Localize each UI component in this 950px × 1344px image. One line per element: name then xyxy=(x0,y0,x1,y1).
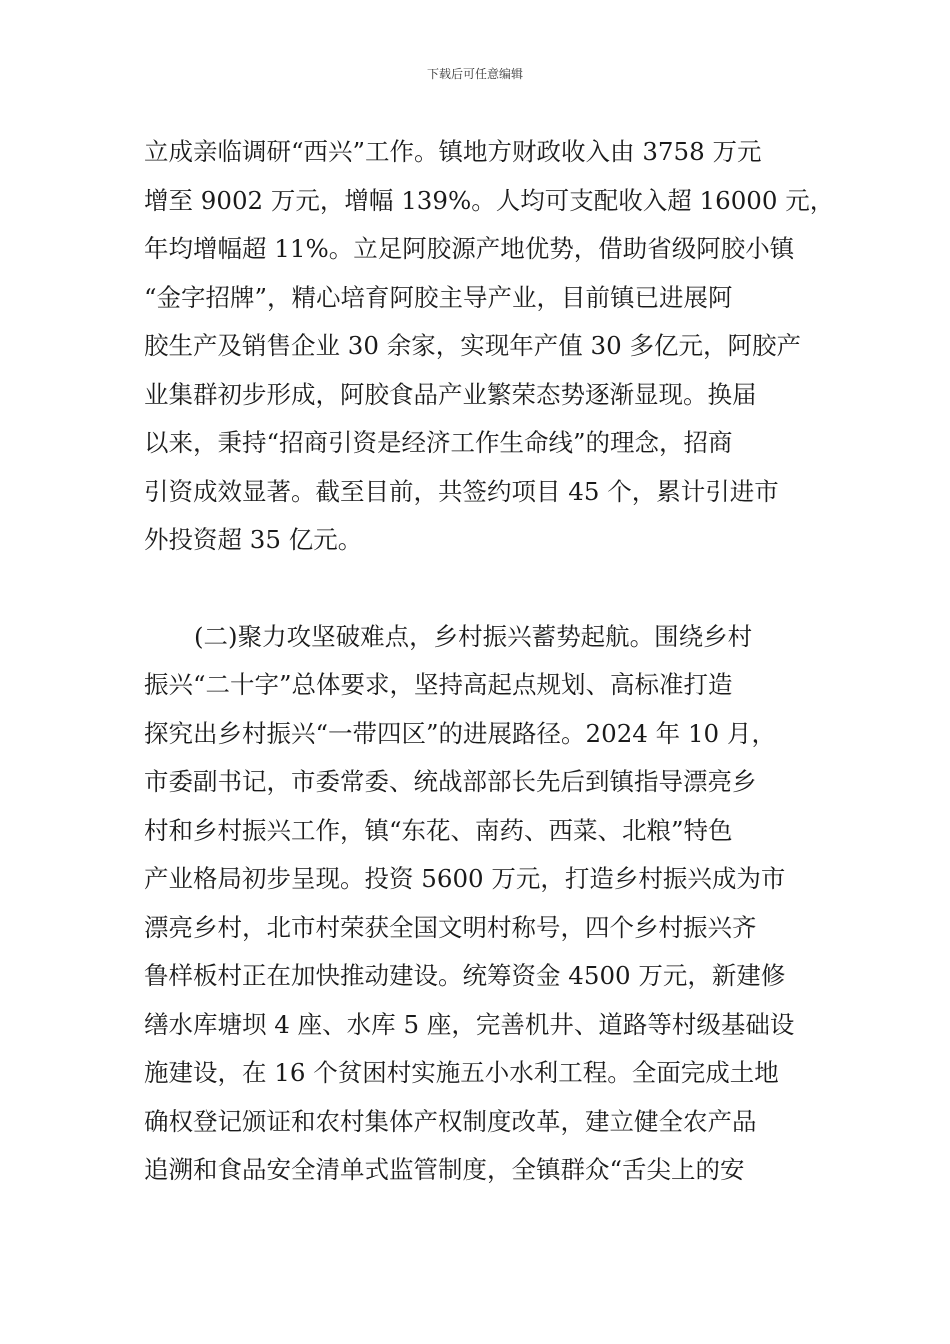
text-line: (二)聚力攻坚破难点，乡村振兴蓄势起航。围绕乡村 xyxy=(194,621,753,651)
paragraph-spacer xyxy=(144,565,814,613)
text-line: 村和乡村振兴工作，镇“东花、南药、西菜、北粮”特色 xyxy=(144,815,733,845)
text-line: 增至 9002 万元，增幅 139%。人均可支配收入超 16000 元， xyxy=(144,185,835,215)
text-line: 确权登记颁证和农村集体产权制度改革，建立健全农产品 xyxy=(144,1106,757,1136)
text-line: 产业格局初步呈现。投资 5600 万元，打造乡村振兴成为市 xyxy=(144,864,786,893)
text-line: 鲁样板村正在加快推动建设。统筹资金 4500 万元，新建修 xyxy=(144,961,786,990)
paragraph-rural-revitalization xyxy=(144,613,814,1195)
text-line: 追溯和食品安全清单式监管制度，全镇群众“舌尖上的安 xyxy=(144,1155,745,1184)
text-line: 施建设，在 16 个贫困村实施五小水利工程。全面完成土地 xyxy=(144,1058,779,1087)
text-line: 以来，秉持“招商引资是经济工作生命线”的理念，招商 xyxy=(144,428,733,457)
text-line: 引资成效显著。截至目前，共签约项目 45 个，累计引进市 xyxy=(144,476,779,506)
document-body xyxy=(144,128,835,1195)
paragraph-finance-investment xyxy=(144,128,835,565)
text-line: “金字招牌”，精心培育阿胶主导产业，目前镇已进展阿 xyxy=(144,282,733,312)
text-line: 业集群初步形成，阿胶食品产业繁荣态势逐渐显现。换届 xyxy=(144,379,757,409)
text-line: 探究出乡村振兴“一带四区”的进展路径。2024 年 10 月， xyxy=(144,718,776,748)
text-line: 外投资超 35 亿元。 xyxy=(144,525,363,554)
text-line: 年均增幅超 11%。立足阿胶源产地优势，借助省级阿胶小镇 xyxy=(144,234,795,263)
text-line: 立成亲临调研“西兴”工作。镇地方财政收入由 3758 万元 xyxy=(144,137,762,166)
text-line: 胶生产及销售企业 30 余家，实现年产值 30 多亿元，阿胶产 xyxy=(144,331,801,360)
text-line: 漂亮乡村，北市村荣获全国文明村称号，四个乡村振兴齐 xyxy=(144,912,757,942)
text-line: 缮水库塘坝 4 座、水库 5 座，完善机井、道路等村级基础设 xyxy=(144,1009,795,1039)
text-line: 市委副书记，市委常委、统战部部长先后到镇指导漂亮乡 xyxy=(144,767,757,796)
page-header: 下载后可任意编辑 xyxy=(426,67,523,81)
text-line: 振兴“二十字”总体要求，坚持高起点规划、高标准打造 xyxy=(144,670,733,699)
